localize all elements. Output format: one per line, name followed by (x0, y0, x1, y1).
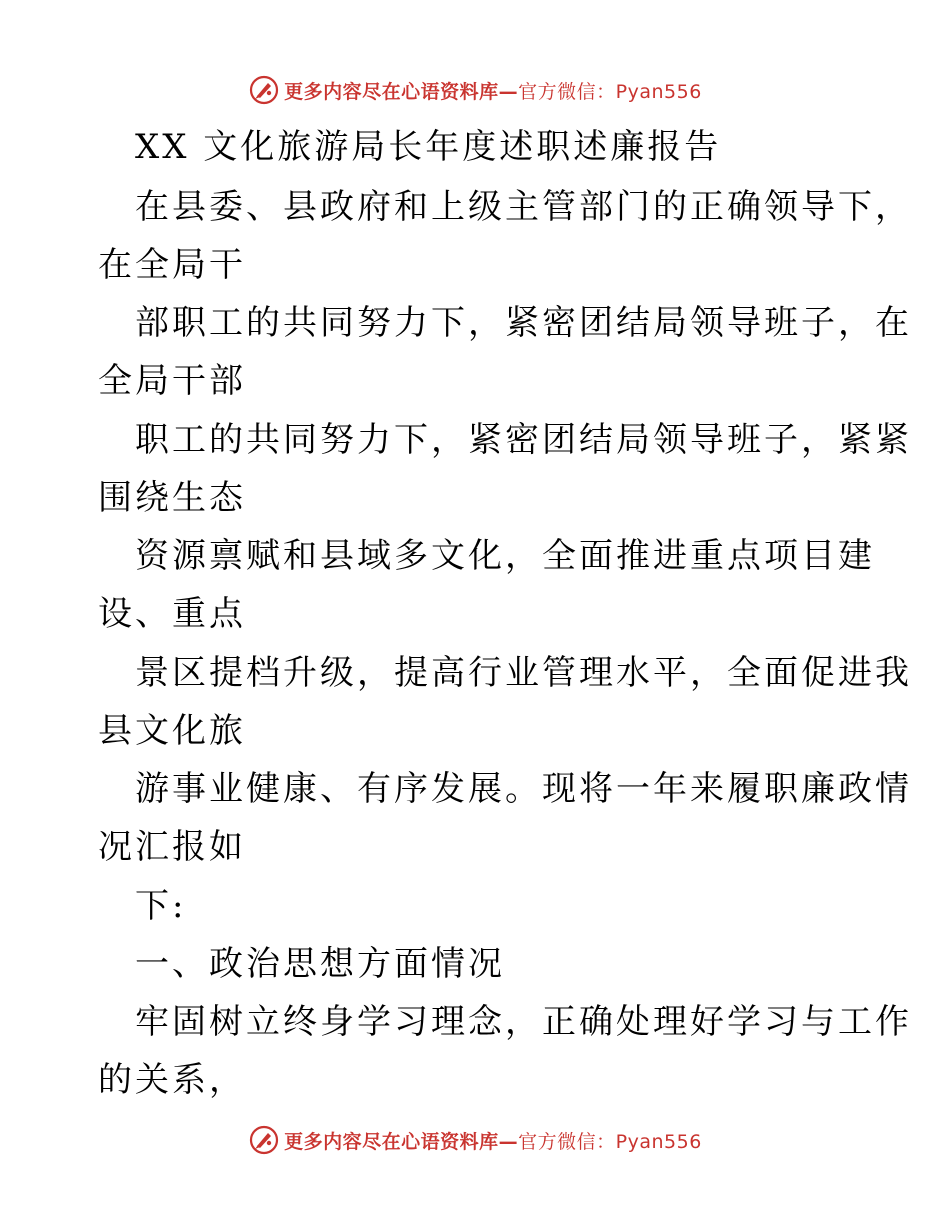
paragraph-line: 牢固树立终身学习理念，正确处理好学习与工作 (135, 1002, 912, 1042)
footer-banner-site: 更多内容尽在心语资料库 (284, 1130, 499, 1153)
header-banner-separator: — (498, 80, 519, 103)
header-banner (0, 72, 950, 108)
section-heading: 一、政治思想方面情况 (135, 944, 505, 984)
paragraph-line: 在全局干 (98, 245, 246, 285)
paragraph-line: 况汇报如 (98, 827, 246, 867)
paragraph-line: 下: (135, 886, 187, 926)
paragraph-line: 全局干部 (98, 361, 246, 401)
footer-banner-separator: — (498, 1130, 519, 1153)
paragraph-line: 在县委、县政府和上级主管部门的正确领导下， (135, 187, 912, 227)
paragraph-line: 景区提档升级，提高行业管理水平，全面促进我 (135, 653, 912, 693)
paragraph-line: 部职工的共同努力下，紧密团结局领导班子，在 (135, 303, 912, 343)
paragraph-line: 职工的共同努力下，紧密团结局领导班子，紧紧 (135, 420, 912, 460)
document-title: XX 文化旅游局长年度述职述廉报告 (135, 127, 722, 167)
paragraph-line: 资源禀赋和县域多文化，全面推进重点项目建 (135, 536, 875, 576)
paragraph-line: 设、重点 (98, 594, 246, 634)
paragraph-line: 县文化旅 (98, 711, 246, 751)
red-quill-logo-icon (248, 74, 280, 106)
footer-banner-text (284, 1127, 702, 1154)
header-banner-wechat: 官方微信：Pyan556 (518, 80, 702, 103)
footer-banner (0, 1122, 950, 1158)
red-quill-logo-icon (248, 1124, 280, 1156)
header-banner-site: 更多内容尽在心语资料库 (284, 80, 499, 103)
footer-banner-wechat: 官方微信：Pyan556 (518, 1130, 702, 1153)
paragraph-line: 的关系， (98, 1060, 246, 1100)
paragraph-line: 游事业健康、有序发展。现将一年来履职廉政情 (135, 769, 912, 809)
header-banner-text (284, 77, 702, 104)
paragraph-line: 围绕生态 (98, 478, 246, 518)
